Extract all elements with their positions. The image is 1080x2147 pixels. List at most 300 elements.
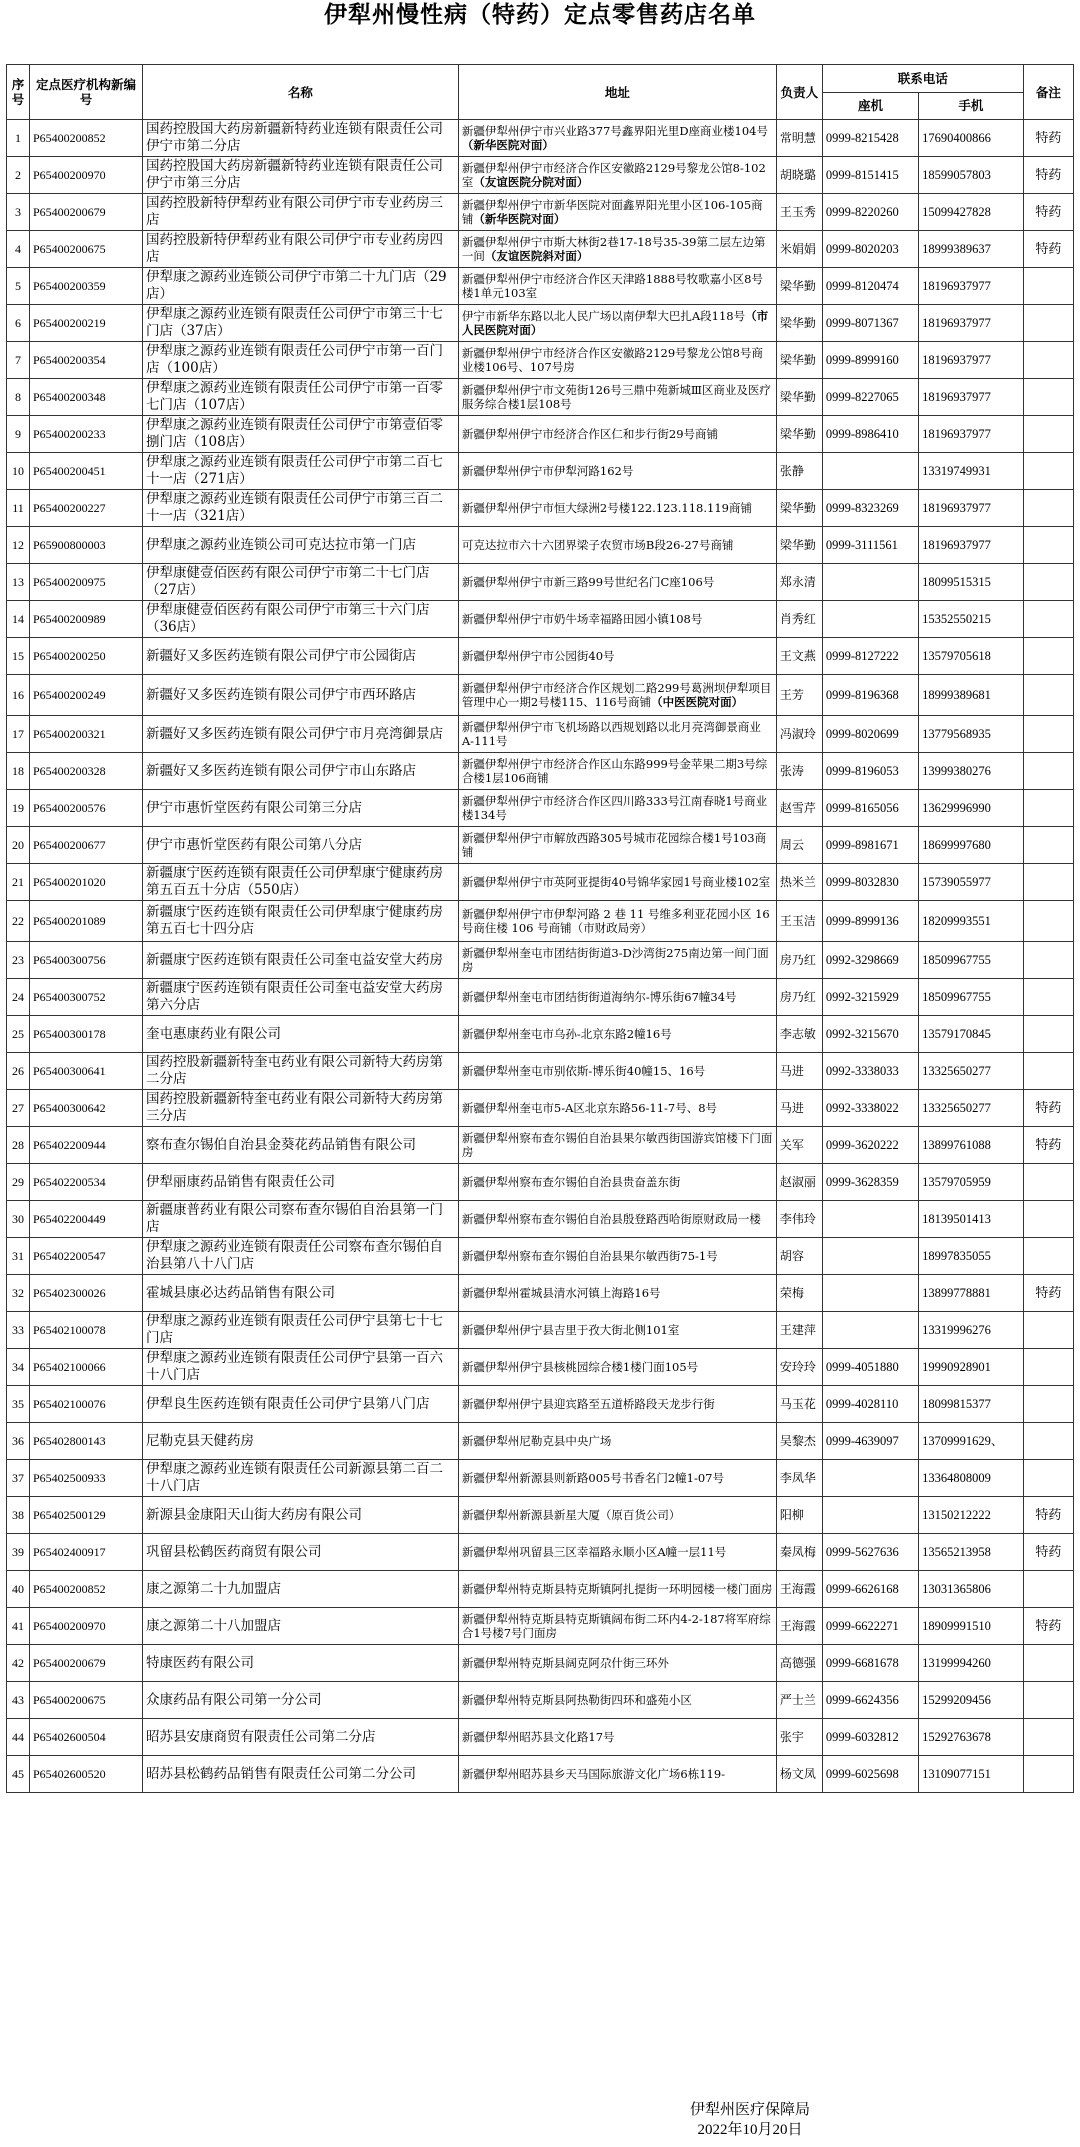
- row-code: P65402100078: [30, 1312, 143, 1349]
- table-row: [7, 490, 1074, 527]
- row-number: 10: [7, 453, 30, 490]
- table-row: [7, 1201, 1074, 1238]
- row-note: [1023, 790, 1073, 827]
- row-note: [1023, 490, 1073, 527]
- row-note: [1023, 1164, 1073, 1201]
- row-code: P65402100076: [30, 1386, 143, 1423]
- row-address-landmark: （中医医院对面）: [651, 695, 744, 709]
- row-address: 新疆伊犁州奎屯市团结街街道海纳尔-博乐街67幢34号: [458, 979, 776, 1016]
- row-mobile: 13579170845: [919, 1016, 1024, 1053]
- table-row: [7, 157, 1074, 194]
- row-name: 伊宁市惠忻堂医药有限公司第八分店: [142, 827, 458, 864]
- table-row: [7, 942, 1074, 979]
- row-person: 王海霞: [776, 1608, 822, 1645]
- table-row: [7, 753, 1074, 790]
- row-code: P65400300752: [30, 979, 143, 1016]
- row-mobile: 13779568935: [919, 716, 1024, 753]
- row-code: P65400200970: [30, 157, 143, 194]
- row-address: 新疆伊犁州察布查尔锡伯自治县殷登路西哈街原财政局一楼: [458, 1201, 776, 1238]
- row-person: 王文燕: [776, 638, 822, 675]
- row-mobile: 13109077151: [919, 1756, 1024, 1793]
- table-row: [7, 564, 1074, 601]
- row-name: 新疆康普药业有限公司察布查尔锡伯自治县第一门店: [142, 1201, 458, 1238]
- row-name: 伊犁康健壹佰医药有限公司伊宁市第三十六门店（36店）: [142, 601, 458, 638]
- row-landline: 0999-6032812: [822, 1719, 918, 1756]
- table-row: [7, 1127, 1074, 1164]
- row-code: P65402200534: [30, 1164, 143, 1201]
- row-code: P65402200944: [30, 1127, 143, 1164]
- row-address: 新疆伊犁州特克斯县阔克阿尕什街三环外: [458, 1645, 776, 1682]
- row-code: P65400200233: [30, 416, 143, 453]
- row-mobile: 13899761088: [919, 1127, 1024, 1164]
- pharmacy-table: [6, 64, 1074, 1793]
- row-note: [1023, 601, 1073, 638]
- row-number: 16: [7, 675, 30, 716]
- table-row: [7, 231, 1074, 268]
- row-code: P65400200679: [30, 1645, 143, 1682]
- row-mobile: 18599057803: [919, 157, 1024, 194]
- row-address: 新疆伊犁州伊宁市伊犁河路 2 巷 11 号维多利亚花园小区 16 号商住楼 106 号商铺（市财政局旁）: [458, 901, 776, 942]
- row-mobile: 13579705959: [919, 1164, 1024, 1201]
- row-address: 新疆伊犁州奎屯市乌孙-北京东路2幢16号: [458, 1016, 776, 1053]
- row-note: 特药: [1023, 157, 1073, 194]
- row-landline: 0992-3215670: [822, 1016, 918, 1053]
- row-person: 高德强: [776, 1645, 822, 1682]
- row-name: 新疆康宁医药连锁有限责任公司伊犁康宁健康药房第五百五十分店（550店）: [142, 864, 458, 901]
- row-number: 44: [7, 1719, 30, 1756]
- table-row: [7, 342, 1074, 379]
- row-landline: 0999-6622271: [822, 1608, 918, 1645]
- row-person: 王建萍: [776, 1312, 822, 1349]
- row-landline: 0999-8196368: [822, 675, 918, 716]
- row-name: 新疆康宁医药连锁有限责任公司奎屯益安堂大药房第六分店: [142, 979, 458, 1016]
- row-person: 冯淑玲: [776, 716, 822, 753]
- row-person: 肖秀红: [776, 601, 822, 638]
- row-name: 新疆康宁医药连锁有限责任公司奎屯益安堂大药房: [142, 942, 458, 979]
- row-code: P65402200449: [30, 1201, 143, 1238]
- row-name: 伊宁市惠忻堂医药有限公司第三分店: [142, 790, 458, 827]
- row-address: 新疆伊犁州伊宁市兴业路377号鑫界阳光里D座商业楼104号（新华医院对面）: [458, 120, 776, 157]
- row-address: 新疆伊犁州特克斯县特克斯镇阔布街二环内4-2-187将军府综合1号楼7号门面房: [458, 1608, 776, 1645]
- row-number: 43: [7, 1682, 30, 1719]
- row-mobile: 13899778881: [919, 1275, 1024, 1312]
- table-row: [7, 1386, 1074, 1423]
- row-address: 新疆伊犁州伊宁市解放西路305号城市花园综合楼1号103商铺: [458, 827, 776, 864]
- row-address: 新疆伊犁州察布查尔锡伯自治县果尔敏西街国游宾馆楼下门面房: [458, 1127, 776, 1164]
- row-code: P65400200451: [30, 453, 143, 490]
- row-person: 梁华勤: [776, 379, 822, 416]
- row-address: 新疆伊犁州霍城县清水河镇上海路16号: [458, 1275, 776, 1312]
- row-name: 特康医药有限公司: [142, 1645, 458, 1682]
- table-row: [7, 675, 1074, 716]
- row-mobile: 13319749931: [919, 453, 1024, 490]
- row-person: 杨文凤: [776, 1756, 822, 1793]
- header-note: 备注: [1023, 65, 1073, 120]
- row-code: P65402100066: [30, 1349, 143, 1386]
- row-note: [1023, 1719, 1073, 1756]
- row-landline: 0992-3298669: [822, 942, 918, 979]
- row-note: 特药: [1023, 231, 1073, 268]
- row-person: 梁华勤: [776, 490, 822, 527]
- row-landline: 0999-8020699: [822, 716, 918, 753]
- row-address: 新疆伊犁州新源县新星大厦（原百货公司）: [458, 1497, 776, 1534]
- row-note: 特药: [1023, 1090, 1073, 1127]
- row-mobile: 15739055977: [919, 864, 1024, 901]
- row-note: 特药: [1023, 1497, 1073, 1534]
- table-row: [7, 1016, 1074, 1053]
- document-title: 伊犁州慢性病（特药）定点零售药店名单: [324, 2, 756, 28]
- table-row: [7, 1090, 1074, 1127]
- table-row: [7, 1349, 1074, 1386]
- row-name: 伊犁丽康药品销售有限责任公司: [142, 1164, 458, 1201]
- row-person: 房乃红: [776, 942, 822, 979]
- row-address: 新疆伊犁州伊宁市文苑街126号三鼎中苑新城Ⅲ区商业及医疗服务综合楼1层108号: [458, 379, 776, 416]
- row-note: [1023, 305, 1073, 342]
- row-person: 李凤华: [776, 1460, 822, 1497]
- row-number: 8: [7, 379, 30, 416]
- row-code: P65402600504: [30, 1719, 143, 1756]
- table-row: [7, 601, 1074, 638]
- row-landline: [822, 1238, 918, 1275]
- row-note: [1023, 827, 1073, 864]
- row-code: P65402500933: [30, 1460, 143, 1497]
- row-address: 新疆伊犁州特克斯县阿热勒街四环和盛苑小区: [458, 1682, 776, 1719]
- row-person: 梁华勤: [776, 416, 822, 453]
- header-contact: 联系电话: [822, 65, 1023, 93]
- row-person: 李伟玲: [776, 1201, 822, 1238]
- row-person: 梁华勤: [776, 342, 822, 379]
- row-mobile: 18196937977: [919, 342, 1024, 379]
- row-note: 特药: [1023, 194, 1073, 231]
- row-name: 伊犁康之源药业连锁公司可克达拉市第一门店: [142, 527, 458, 564]
- row-mobile: 13031365806: [919, 1571, 1024, 1608]
- row-name: 伊犁康之源药业连锁有限责任公司伊宁市第壹佰零捌门店（108店）: [142, 416, 458, 453]
- row-number: 13: [7, 564, 30, 601]
- row-mobile: 18509967755: [919, 979, 1024, 1016]
- row-code: P65400200576: [30, 790, 143, 827]
- table-row: [7, 379, 1074, 416]
- row-mobile: 13325650277: [919, 1053, 1024, 1090]
- row-note: [1023, 1756, 1073, 1793]
- row-name: 康之源第二十八加盟店: [142, 1608, 458, 1645]
- row-address: 新疆伊犁州伊宁市经济合作区四川路333号江南春晓1号商业楼134号: [458, 790, 776, 827]
- row-number: 33: [7, 1312, 30, 1349]
- row-note: [1023, 901, 1073, 942]
- row-mobile: 13579705618: [919, 638, 1024, 675]
- header-seq: 序号: [7, 65, 30, 120]
- row-number: 25: [7, 1016, 30, 1053]
- row-note: [1023, 1238, 1073, 1275]
- row-mobile: 13199994260: [919, 1645, 1024, 1682]
- table-row: [7, 864, 1074, 901]
- row-name: 新疆康宁医药连锁有限责任公司伊犁康宁健康药房第五百七十四分店: [142, 901, 458, 942]
- row-number: 4: [7, 231, 30, 268]
- row-mobile: 13629996990: [919, 790, 1024, 827]
- row-note: [1023, 453, 1073, 490]
- row-address: 新疆伊犁州新源县则新路005号书香名门2幢1-07号: [458, 1460, 776, 1497]
- row-number: 45: [7, 1756, 30, 1793]
- row-address: 新疆伊犁州伊宁市伊犁河路162号: [458, 453, 776, 490]
- row-code: P65400200354: [30, 342, 143, 379]
- row-address: 新疆伊犁州尼勒克县中央广场: [458, 1423, 776, 1460]
- row-number: 20: [7, 827, 30, 864]
- row-number: 23: [7, 942, 30, 979]
- row-landline: [822, 564, 918, 601]
- row-person: 郑永清: [776, 564, 822, 601]
- row-landline: 0999-6626168: [822, 1571, 918, 1608]
- row-number: 1: [7, 120, 30, 157]
- row-code: P65400200249: [30, 675, 143, 716]
- row-note: [1023, 1460, 1073, 1497]
- row-code: P65400200852: [30, 1571, 143, 1608]
- row-address: 新疆伊犁州伊宁市经济合作区山东路999号金苹果二期3号综合楼1层106商铺: [458, 753, 776, 790]
- row-code: P65400300178: [30, 1016, 143, 1053]
- row-note: [1023, 979, 1073, 1016]
- row-code: P65402200547: [30, 1238, 143, 1275]
- row-code: P65400201089: [30, 901, 143, 942]
- footer-org: 伊犁州医疗保障局: [689, 2100, 810, 2118]
- row-landline: 0999-8165056: [822, 790, 918, 827]
- row-number: 40: [7, 1571, 30, 1608]
- row-note: [1023, 753, 1073, 790]
- row-landline: 0999-3628359: [822, 1164, 918, 1201]
- row-landline: 0999-6624356: [822, 1682, 918, 1719]
- row-name: 伊犁良生医药连锁有限责任公司伊宁县第八门店: [142, 1386, 458, 1423]
- row-note: [1023, 416, 1073, 453]
- row-name: 伊犁康之源药业连锁有限责任公司伊宁市第三十七门店（37店）: [142, 305, 458, 342]
- row-person: 马进: [776, 1090, 822, 1127]
- row-address: 新疆伊犁州伊宁市飞机场路以西规划路以北月亮湾御景商业A-111号: [458, 716, 776, 753]
- row-number: 29: [7, 1164, 30, 1201]
- row-mobile: 15299209456: [919, 1682, 1024, 1719]
- row-landline: 0999-4051880: [822, 1349, 918, 1386]
- row-address: 新疆伊犁州伊宁市奶牛场幸福路田园小镇108号: [458, 601, 776, 638]
- row-landline: 0999-8071367: [822, 305, 918, 342]
- row-number: 6: [7, 305, 30, 342]
- row-code: P65900800003: [30, 527, 143, 564]
- row-landline: 0992-3215929: [822, 979, 918, 1016]
- row-mobile: 18699997680: [919, 827, 1024, 864]
- row-landline: 0999-8215428: [822, 120, 918, 157]
- row-mobile: 18099515315: [919, 564, 1024, 601]
- row-name: 伊犁康之源药业连锁有限责任公司伊宁市第一百零七门店（107店）: [142, 379, 458, 416]
- table-row: [7, 416, 1074, 453]
- row-address: 新疆伊犁州伊宁市新三路99号世纪名门C座106号: [458, 564, 776, 601]
- row-person: 荣梅: [776, 1275, 822, 1312]
- table-row: [7, 1682, 1074, 1719]
- row-code: P65400201020: [30, 864, 143, 901]
- row-person: 阳柳: [776, 1497, 822, 1534]
- row-address: 新疆伊犁州奎屯市团结街街道3-D沙湾街275南边第一间门面房: [458, 942, 776, 979]
- row-mobile: 15099427828: [919, 194, 1024, 231]
- row-name: 昭苏县安康商贸有限责任公司第二分店: [142, 1719, 458, 1756]
- row-note: [1023, 638, 1073, 675]
- row-note: [1023, 675, 1073, 716]
- row-code: P65400200348: [30, 379, 143, 416]
- row-note: [1023, 864, 1073, 901]
- header-person: 负责人: [776, 65, 822, 120]
- row-name: 国药控股新特伊犁药业有限公司伊宁市专业药房四店: [142, 231, 458, 268]
- table-row: [7, 1497, 1074, 1534]
- row-name: 国药控股国大药房新疆新特药业连锁有限责任公司伊宁市第三分店: [142, 157, 458, 194]
- row-landline: 0999-8196053: [822, 753, 918, 790]
- row-mobile: 13319996276: [919, 1312, 1024, 1349]
- row-note: 特药: [1023, 1608, 1073, 1645]
- row-landline: [822, 1497, 918, 1534]
- row-note: [1023, 564, 1073, 601]
- row-name: 伊犁康之源药业连锁有限责任公司伊宁县第七十七门店: [142, 1312, 458, 1349]
- row-number: 35: [7, 1386, 30, 1423]
- row-name: 尼勒克县天健药房: [142, 1423, 458, 1460]
- row-address: 新疆伊犁州伊宁市斯大林街2巷17-18号35-39第二层左边第一间（友谊医院斜对面）: [458, 231, 776, 268]
- row-code: P65400300641: [30, 1053, 143, 1090]
- row-person: 周云: [776, 827, 822, 864]
- row-note: [1023, 1053, 1073, 1090]
- table-row: [7, 1645, 1074, 1682]
- row-address: 新疆伊犁州奎屯市别依斯-博乐街40幢15、16号: [458, 1053, 776, 1090]
- row-note: [1023, 1312, 1073, 1349]
- row-code: P65402400917: [30, 1534, 143, 1571]
- header-address: 地址: [458, 65, 776, 120]
- row-landline: 0999-8220260: [822, 194, 918, 231]
- row-note: [1023, 1645, 1073, 1682]
- row-person: 马玉花: [776, 1386, 822, 1423]
- table-row: [7, 1756, 1074, 1793]
- row-landline: [822, 601, 918, 638]
- row-code: P65400200679: [30, 194, 143, 231]
- row-person: 梁华勤: [776, 527, 822, 564]
- row-landline: [822, 453, 918, 490]
- row-name: 伊犁康健壹佰医药有限公司伊宁市第二十七门店（27店）: [142, 564, 458, 601]
- row-landline: 0999-3111561: [822, 527, 918, 564]
- row-mobile: 13364808009: [919, 1460, 1024, 1497]
- row-landline: [822, 1275, 918, 1312]
- row-landline: 0999-6681678: [822, 1645, 918, 1682]
- row-note: 特药: [1023, 1534, 1073, 1571]
- row-number: 22: [7, 901, 30, 942]
- row-number: 28: [7, 1127, 30, 1164]
- table-row: [7, 638, 1074, 675]
- row-note: 特药: [1023, 1275, 1073, 1312]
- row-number: 30: [7, 1201, 30, 1238]
- table-row: [7, 1275, 1074, 1312]
- row-name: 新疆好又多医药连锁有限公司伊宁市公园街店: [142, 638, 458, 675]
- row-mobile: 18099815377: [919, 1386, 1024, 1423]
- row-note: [1023, 942, 1073, 979]
- row-code: P65400200219: [30, 305, 143, 342]
- row-address: 新疆伊犁州伊宁市新华医院对面鑫界阳光里小区106-105商铺（新华医院对面）: [458, 194, 776, 231]
- row-number: 21: [7, 864, 30, 901]
- row-person: 房乃红: [776, 979, 822, 1016]
- row-landline: 0999-6025698: [822, 1756, 918, 1793]
- row-code: P65400200852: [30, 120, 143, 157]
- row-name: 伊犁康之源药业连锁有限责任公司伊宁市第二百七十一店（271店）: [142, 453, 458, 490]
- row-name: 伊犁康之源药业连锁有限责任公司伊宁市第一百门店（100店）: [142, 342, 458, 379]
- table-row: [7, 1534, 1074, 1571]
- row-address: 新疆伊犁州伊宁市公园街40号: [458, 638, 776, 675]
- table-row: [7, 716, 1074, 753]
- row-mobile: 18196937977: [919, 490, 1024, 527]
- row-code: P65400200677: [30, 827, 143, 864]
- table-row: [7, 1164, 1074, 1201]
- row-address-landmark: （友谊医院分院对面）: [473, 175, 589, 189]
- row-address: 新疆伊犁州奎屯市5-A区北京东路56-11-7号、8号: [458, 1090, 776, 1127]
- row-code: P65400200675: [30, 1682, 143, 1719]
- row-person: 马进: [776, 1053, 822, 1090]
- row-person: 胡容: [776, 1238, 822, 1275]
- row-landline: 0999-8127222: [822, 638, 918, 675]
- row-name: 新源县金康阳天山街大药房有限公司: [142, 1497, 458, 1534]
- row-person: 王芳: [776, 675, 822, 716]
- row-address-landmark: （友谊医院斜对面）: [484, 249, 589, 263]
- row-landline: 0999-3620222: [822, 1127, 918, 1164]
- row-landline: [822, 1312, 918, 1349]
- row-address: 新疆伊犁州伊宁市经济合作区规划二路299号葛洲坝伊犁项目管理中心一期2号楼115、116号商铺（中医医院对面）: [458, 675, 776, 716]
- table-row: [7, 120, 1074, 157]
- row-person: 王玉秀: [776, 194, 822, 231]
- row-name: 巩留县松鹤医药商贸有限公司: [142, 1534, 458, 1571]
- row-person: 张宇: [776, 1719, 822, 1756]
- row-number: 27: [7, 1090, 30, 1127]
- row-person: 梁华勤: [776, 305, 822, 342]
- row-mobile: 18196937977: [919, 527, 1024, 564]
- row-number: 9: [7, 416, 30, 453]
- table-row: [7, 790, 1074, 827]
- row-address: 新疆伊犁州巩留县三区幸福路永顺小区A幢一层11号: [458, 1534, 776, 1571]
- row-landline: 0999-4639097: [822, 1423, 918, 1460]
- row-code: P65400200989: [30, 601, 143, 638]
- row-mobile: 18999389681: [919, 675, 1024, 716]
- row-name: 国药控股国大药房新疆新特药业连锁有限责任公司伊宁市第二分店: [142, 120, 458, 157]
- row-landline: 0999-8032830: [822, 864, 918, 901]
- row-number: 32: [7, 1275, 30, 1312]
- table-row: [7, 453, 1074, 490]
- row-code: P65400200227: [30, 490, 143, 527]
- row-person: 热米兰: [776, 864, 822, 901]
- row-mobile: 17690400866: [919, 120, 1024, 157]
- row-number: 12: [7, 527, 30, 564]
- row-code: P65402300026: [30, 1275, 143, 1312]
- row-address: 新疆伊犁州伊宁市经济合作区安徽路2129号黎龙公馆8-102室（友谊医院分院对面）: [458, 157, 776, 194]
- row-address: 新疆伊犁州察布查尔锡伯自治县贵奋盖东街: [458, 1164, 776, 1201]
- row-address: 新疆伊犁州伊宁市英阿亚提街40号锦华家园1号商业楼102室: [458, 864, 776, 901]
- row-number: 15: [7, 638, 30, 675]
- row-landline: [822, 1201, 918, 1238]
- row-code: P65402800143: [30, 1423, 143, 1460]
- row-note: [1023, 379, 1073, 416]
- row-mobile: 18139501413: [919, 1201, 1024, 1238]
- table-row: [7, 527, 1074, 564]
- row-code: P65400300642: [30, 1090, 143, 1127]
- row-landline: [822, 1460, 918, 1497]
- row-name: 霍城县康必达药品销售有限公司: [142, 1275, 458, 1312]
- row-number: 39: [7, 1534, 30, 1571]
- row-address: 新疆伊犁州特克斯县特克斯镇阿扎提街一环明园楼一楼门面房: [458, 1571, 776, 1608]
- row-number: 34: [7, 1349, 30, 1386]
- row-number: 38: [7, 1497, 30, 1534]
- table-row: [7, 1460, 1074, 1497]
- row-name: 伊犁康之源药业连锁有限责任公司察布查尔锡伯自治县第八十八门店: [142, 1238, 458, 1275]
- row-mobile: 13709991629、: [919, 1423, 1024, 1460]
- row-address: 新疆伊犁州伊宁市恒大绿洲2号楼122.123.118.119商铺: [458, 490, 776, 527]
- row-person: 张涛: [776, 753, 822, 790]
- row-person: 赵淑丽: [776, 1164, 822, 1201]
- row-person: 秦凤梅: [776, 1534, 822, 1571]
- row-name: 伊犁康之源药业连锁有限责任公司伊宁市第三百二十一店（321店）: [142, 490, 458, 527]
- row-mobile: 18196937977: [919, 379, 1024, 416]
- row-landline: 0999-8323269: [822, 490, 918, 527]
- table-row: [7, 979, 1074, 1016]
